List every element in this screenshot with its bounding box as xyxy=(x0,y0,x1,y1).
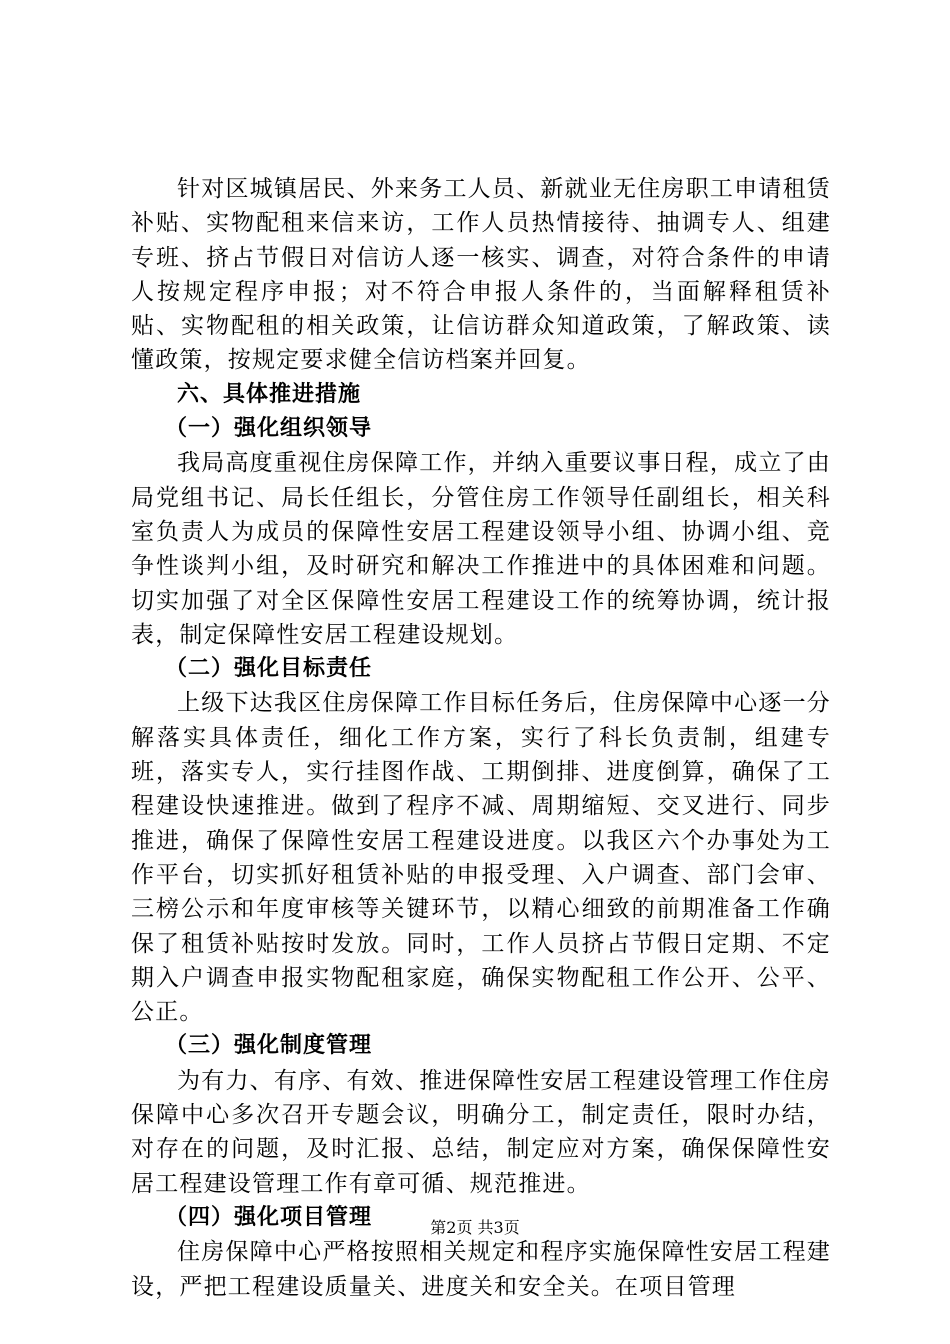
page-footer: 第2页 共3页 xyxy=(430,1218,520,1237)
paragraph-project-management: 住房保障中心严格按照相关规定和程序实施保障性安居工程建设，严把工程建设质量关、进度关和安全关。在项目管理 xyxy=(131,1239,831,1300)
subheading-responsibility: （二）强化目标责任 xyxy=(165,656,373,682)
subheading-organization: （一）强化组织领导 xyxy=(165,416,373,442)
document-body xyxy=(131,172,831,1304)
subheading-system-management: （三）强化制度管理 xyxy=(165,1033,373,1059)
section-heading-measures: 六、具体推进措施 xyxy=(177,381,362,407)
paragraph-system-management: 为有力、有序、有效、推进保障性安居工程建设管理工作住房保障中心多次召开专题会议，明确分工，制定责任，限时办结，对存在的问题，及时汇报、总结，制定应对方案，确保保障性安居工程建设管理工作有章可循、规范推进。 xyxy=(131,1067,831,1197)
paragraph-organization: 我局高度重视住房保障工作，并纳入重要议事日程，成立了由局党组书记、局长任组长，分管住房工作领导任副组长，相关科室负责人为成员的保障性安居工程建设领导小组、协调小组、竞争性谈判小组，及时研究和解决工作推进中的具体困难和问题。切实加强了对全区保障性安居工程建设工作的统筹协调，统计报表，制定保障性安居工程建设规划。 xyxy=(131,450,831,648)
paragraph-intro: 针对区城镇居民、外来务工人员、新就业无住房职工申请租赁补贴、实物配租来信来访，工作人员热情接待、抽调专人、组建专班、挤占节假日对信访人逐一核实、调查，对符合条件的申请人按规定程序申报；对不符合申报人条件的，当面解释租赁补贴、实物配租的相关政策，让信访群众知道政策，了解政策、读懂政策，按规定要求健全信访档案并回复。 xyxy=(131,176,831,374)
subheading-project-management: （四）强化项目管理 xyxy=(165,1204,373,1230)
paragraph-responsibility: 上级下达我区住房保障工作目标任务后，住房保障中心逐一分解落实具体责任，细化工作方案，实行了科长负责制，组建专班，落实专人，实行挂图作战、工期倒排、进度倒算，确保了工程建设快速推进。做到了程序不减、周期缩短、交叉进行、同步推进，确保了保障性安居工程建设进度。以我区六个办事处为工作平台，切实抓好租赁补贴的申报受理、入户调查、部门会审、三榜公示和年度审核等关键环节，以精心细致的前期准备工作确保了租赁补贴按时发放。同时，工作人员挤占节假日定期、不定期入户调查申报实物配租家庭，确保实物配租工作公开、公平、公正。 xyxy=(131,690,831,1026)
